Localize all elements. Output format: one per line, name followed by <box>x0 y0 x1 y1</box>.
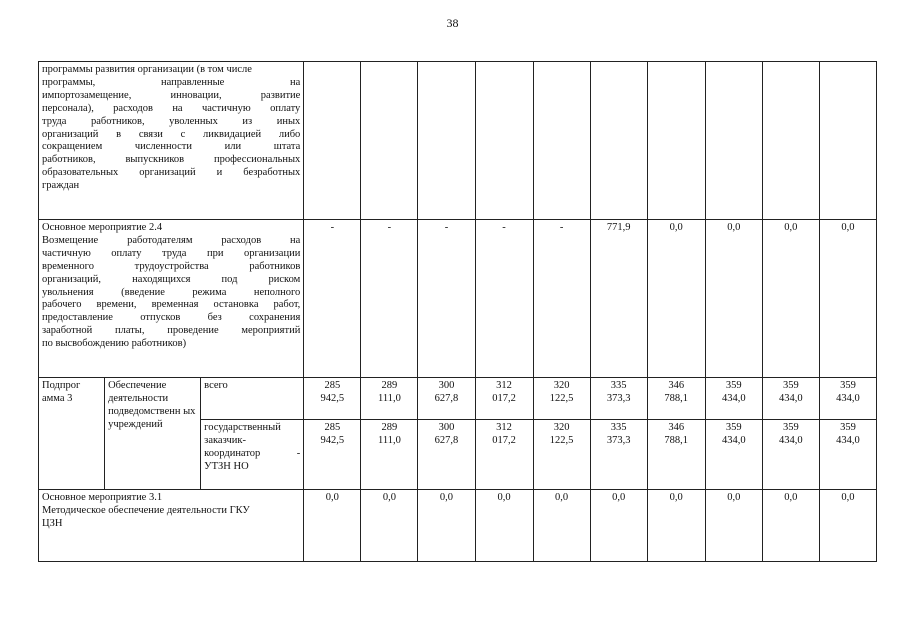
value-cell: 0,0 <box>304 490 361 562</box>
value-cell: 0,0 <box>533 490 590 562</box>
value-cell: 346 788,1 <box>647 378 705 420</box>
value-cell: 0,0 <box>647 490 705 562</box>
text-line: временного трудоустройства работников <box>42 260 301 272</box>
value-cell: 312 017,2 <box>475 378 533 420</box>
page-number: 38 <box>446 16 459 30</box>
value-cell: - <box>418 220 475 378</box>
value-cell: 300 627,8 <box>418 378 475 420</box>
text-line: Методическое обеспечение деятельности ГКУ <box>42 504 250 516</box>
value-cell: 320 122,5 <box>533 420 590 490</box>
text-line: увольнения (введение режима неполного <box>42 286 301 298</box>
table-row <box>39 490 877 562</box>
value-cell <box>475 62 533 220</box>
subprogram-name: Обеспечение деятельности подведомственн ых учреждений <box>105 378 201 490</box>
value-cell <box>647 62 705 220</box>
subprogram-label: Подпрог амма 3 <box>39 378 105 490</box>
value-cell: 320 122,5 <box>533 378 590 420</box>
value-cell <box>533 62 590 220</box>
value-cell <box>819 62 876 220</box>
text-line: Возмещение работодателям расходов на <box>42 234 301 246</box>
value-cell <box>304 62 361 220</box>
value-cell: 0,0 <box>762 220 819 378</box>
measure-title: Основное мероприятие 2.4 <box>42 222 163 233</box>
value-cell: 0,0 <box>647 220 705 378</box>
value-cell: 289 111,0 <box>361 420 418 490</box>
measure-2-4-description <box>39 220 304 378</box>
text-line: организаций в связи с ликвидацией либо <box>42 128 301 140</box>
text-line: заработной платы, проведение мероприятий <box>42 325 301 337</box>
customer-label <box>201 420 304 490</box>
value-cell: 289 111,0 <box>361 378 418 420</box>
measure-title: Основное мероприятие 3.1 <box>42 492 163 503</box>
value-cell: 359 434,0 <box>762 378 819 420</box>
text-line: программы, направленные на <box>42 76 301 88</box>
value-cell: 0,0 <box>705 490 762 562</box>
value-cell: 312 017,2 <box>475 420 533 490</box>
value-cell: - <box>475 220 533 378</box>
table-row <box>39 62 877 220</box>
total-label: всего <box>201 378 304 420</box>
text-line: по высвобождению работников) <box>42 338 187 350</box>
value-cell <box>590 62 647 220</box>
value-cell: 0,0 <box>361 490 418 562</box>
value-cell <box>705 62 762 220</box>
value-cell: 0,0 <box>705 220 762 378</box>
text-line: труда работников, уволенных из иных <box>42 115 301 127</box>
value-cell <box>361 62 418 220</box>
text-line: координатор - <box>204 447 301 459</box>
value-cell: 300 627,8 <box>418 420 475 490</box>
value-cell: 0,0 <box>590 490 647 562</box>
text-line: программы развития организации (в том числе <box>42 64 252 75</box>
text-line: граждан <box>42 180 80 192</box>
value-cell: - <box>533 220 590 378</box>
value-cell: 0,0 <box>418 490 475 562</box>
value-cell: 0,0 <box>819 220 876 378</box>
table-row <box>39 220 877 378</box>
value-cell: 0,0 <box>819 490 876 562</box>
value-cell <box>418 62 475 220</box>
text-line: сокращением численности или штата <box>42 141 301 153</box>
measure-3-1-description <box>39 490 304 562</box>
text-line: заказчик- <box>204 434 247 446</box>
text-line: ЦЗН <box>42 517 63 529</box>
text-line: образовательных организаций и безработных <box>42 167 301 179</box>
table-row <box>39 378 877 420</box>
value-cell: 0,0 <box>762 490 819 562</box>
value-cell: 285 942,5 <box>304 420 361 490</box>
program-table <box>38 61 877 562</box>
text-line: государственный <box>204 422 281 433</box>
text-line: организаций, находящихся под риском <box>42 273 301 285</box>
value-cell: 0,0 <box>475 490 533 562</box>
value-cell: 359 434,0 <box>819 420 876 490</box>
value-cell: 359 434,0 <box>762 420 819 490</box>
value-cell: 335 373,3 <box>590 378 647 420</box>
value-cell: 359 434,0 <box>705 378 762 420</box>
text-line: УТЗН НО <box>204 460 249 472</box>
text-line: рабочего времени, временная остановка работ, <box>42 299 301 311</box>
value-cell: 335 373,3 <box>590 420 647 490</box>
value-cell: 346 788,1 <box>647 420 705 490</box>
value-cell: 359 434,0 <box>819 378 876 420</box>
value-cell: - <box>361 220 418 378</box>
text-line: работников, выпускников профессиональных <box>42 154 301 166</box>
value-cell: 285 942,5 <box>304 378 361 420</box>
continuation-description <box>39 62 304 220</box>
text-line: предоставление отпусков без сохранения <box>42 312 301 324</box>
text-line: персонала), расходов на частичную оплату <box>42 102 301 114</box>
text-line: импортозамещение, инновации, развитие <box>42 89 301 101</box>
value-cell: - <box>304 220 361 378</box>
value-cell: 359 434,0 <box>705 420 762 490</box>
value-cell: 771,9 <box>590 220 647 378</box>
value-cell <box>762 62 819 220</box>
text-line: частичную оплату труда при организации <box>42 247 301 259</box>
